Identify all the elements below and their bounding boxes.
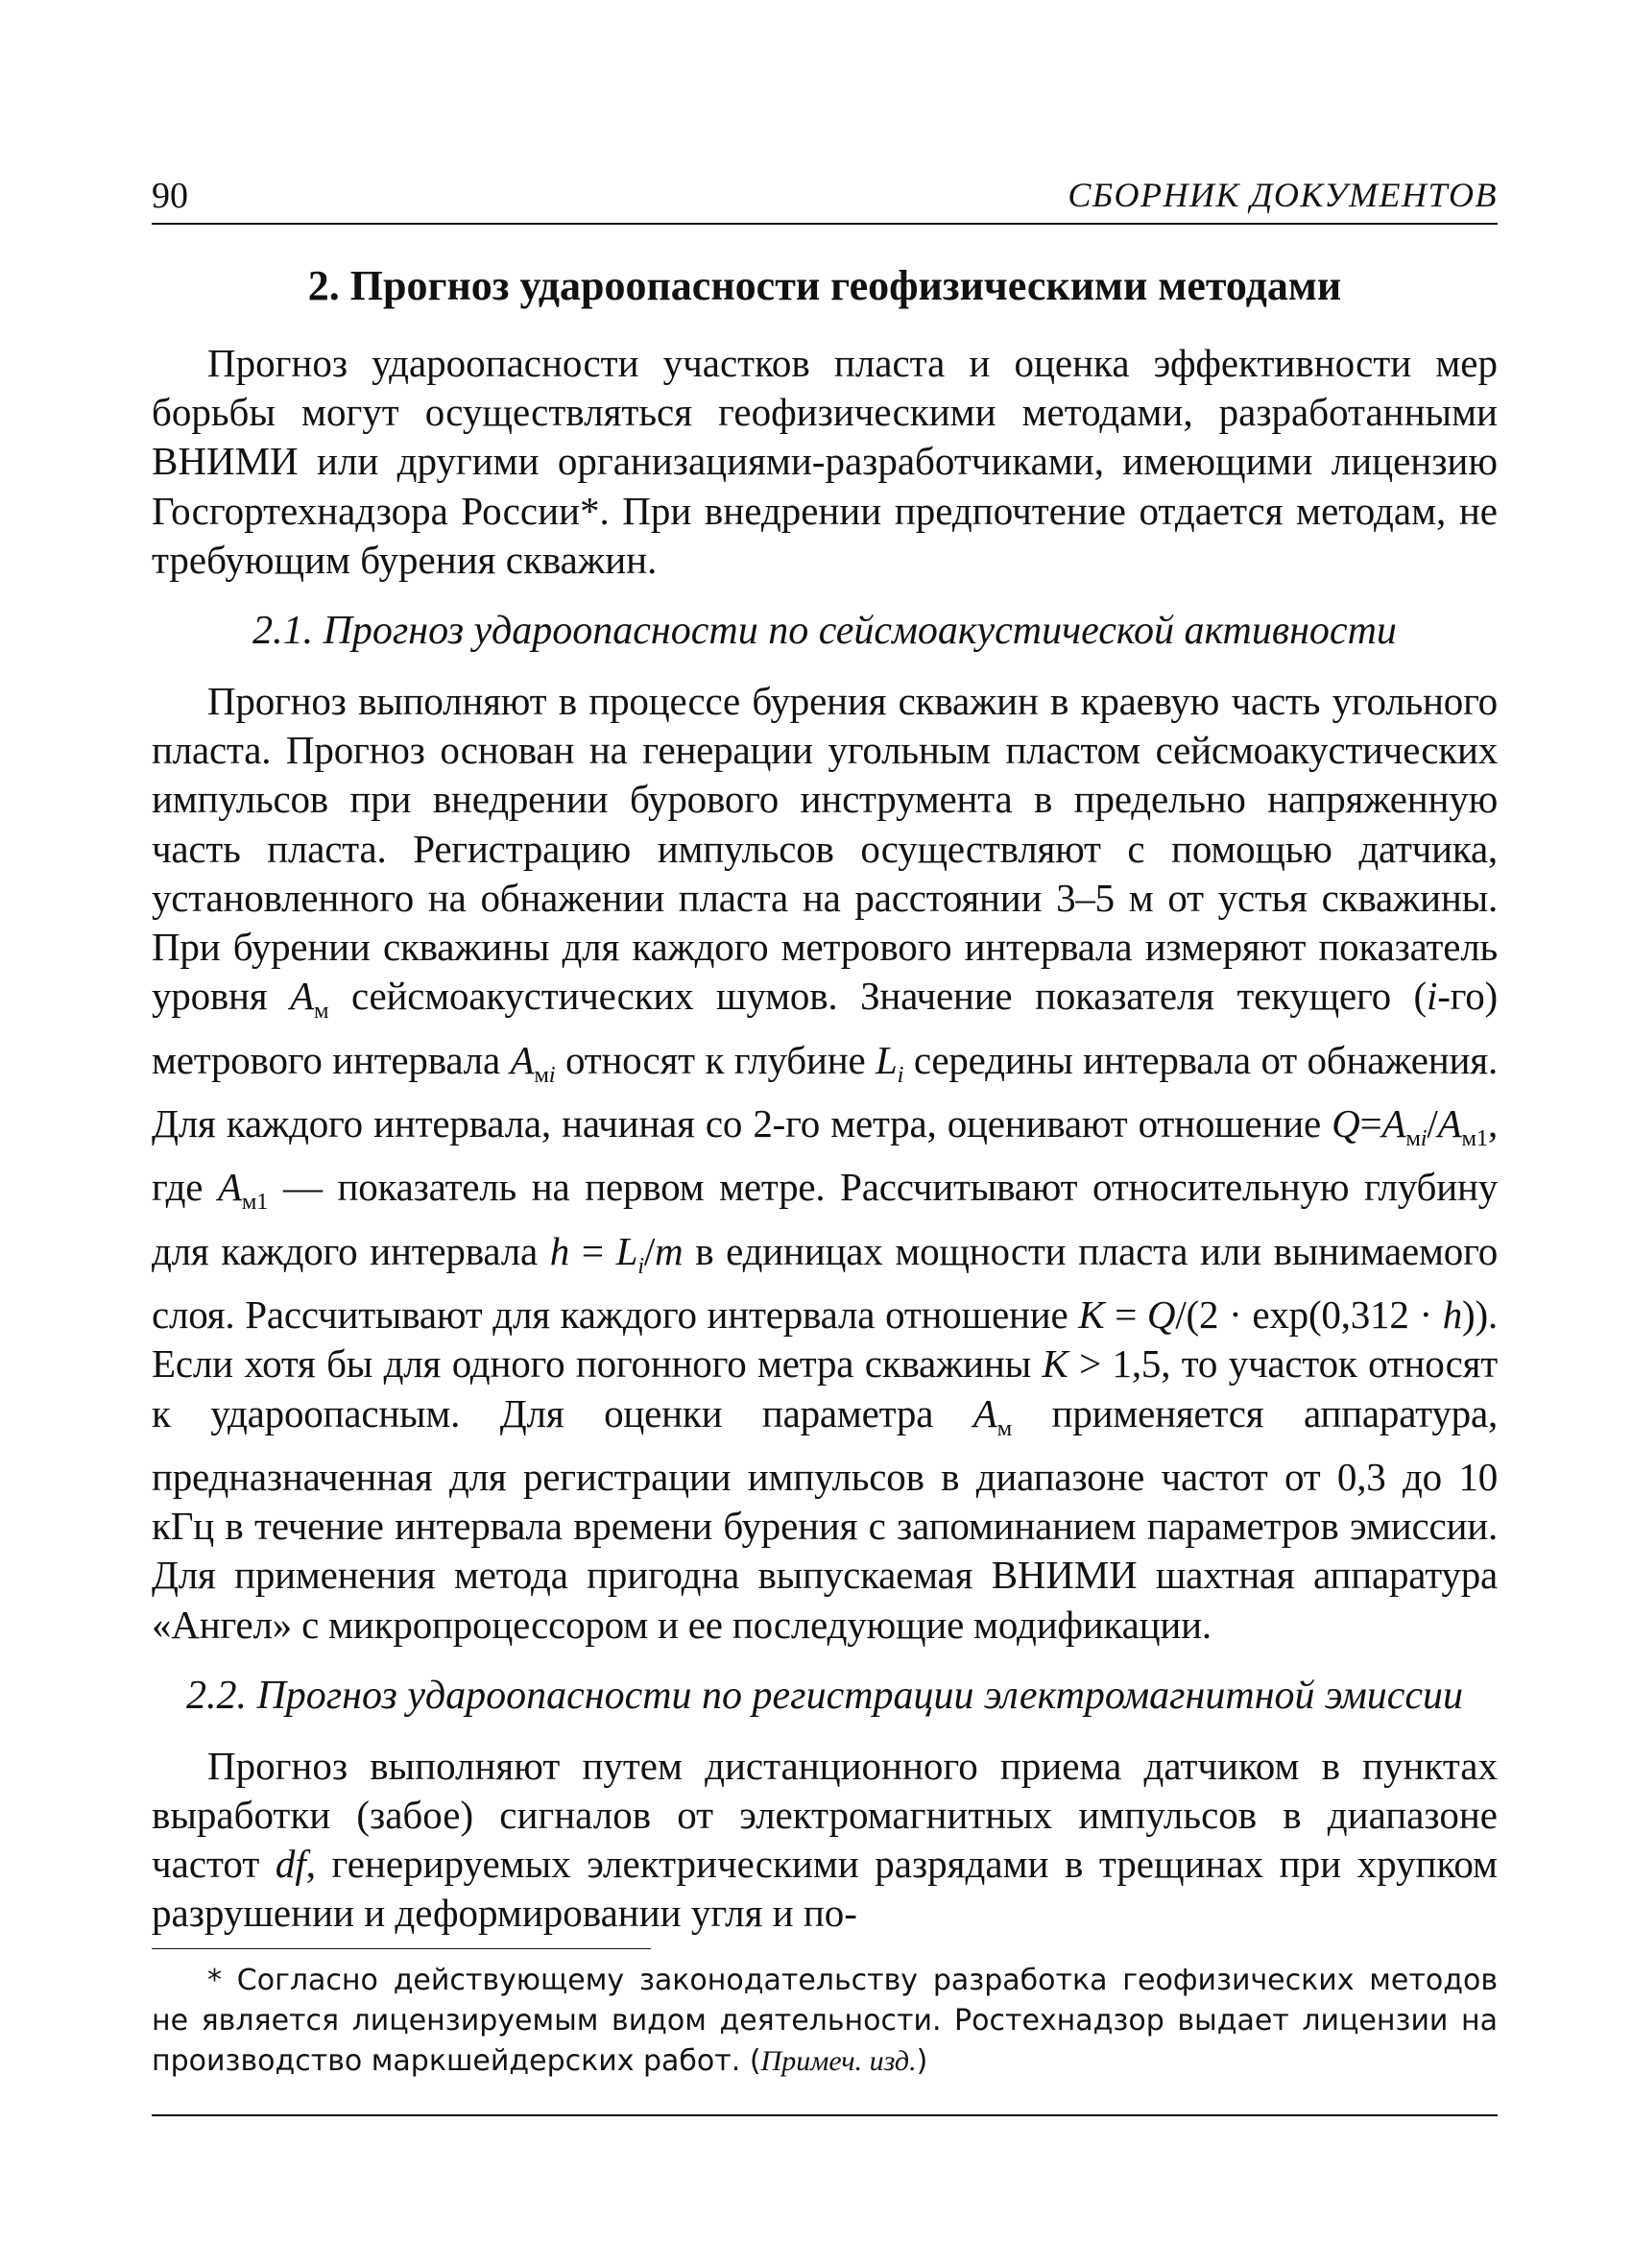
section-2-paragraph: Прогноз удароопасности участков пласта и оценка эффективности мер борьбы могут осуществляться геофизическими методами, разработанными ВНИМИ или другими организациями-разработчиками, имеющими лицензию Госгортехнадзора России*. При внедрении предпочтение отдается методам, не требующим бурения скважин.: [152, 341, 1498, 582]
page-header: [152, 154, 1498, 225]
section-2-1-paragraph: Прогноз выполняют в процессе бурения скважин в краевую часть угольного пласта. Прогноз основан на генерации угольным пластом сейсмоакустических импульсов при внедрении бурового инструмента в предельно напряженную часть пласта. Регистрацию импульсов осуществляют с помощью датчика, установленного на обнажении пласта на расстоянии 3–5 м от устья скважины. При бурении скважины для каждого метрового интервала измеряют показатель уровня $A_м$ сейсмоакустических шумов. Значение показателя текущего (i-го) метрового интервала $A_{мi}$ относят к глубине $L_i$ середины интервала от обнажения. Для каждого интервала, начиная со 2-го метра, оценивают отношение $Q=A_{мi}/A_{м1}$, где $A_{м1}$ — показатель на первом метре. Рассчитывают относительную глубину для каждого интервала $h = L_i/m$ в единицах мощности пласта или вынимаемого слоя. Рассчитывают для каждого интервала отношение K = Q/(2 · exp(0,312 · h)). Если хотя бы для одного погонного метра скважины K > 1,5, то участок относят к удароопасным. Для оценки параметра $A_м$ применяется аппаратура, предназначенная для регистрации импульсов в диапазоне частот от 0,3 до 10 кГц в течение интервала времени бурения с запоминанием параметров эмиссии. Для применения метода пригодна выпускаемая ВНИМИ шахтная аппаратура «Ангел» с микропроцессором и ее последующие модификации.: [152, 679, 1498, 1647]
section-2-2-paragraph: Прогноз выполняют путем дистанционного приема датчиком в пунктах выработки (забое) сигналов от электромагнитных импульсов в диапазоне частот df, генерируемых электрическими разрядами в трещинах при хрупком разрушении и деформировании угля и по-: [152, 1743, 1498, 1936]
section-2-2-title: 2.2. Прогноз удароопасности по регистрации электромагнитной эмиссии: [185, 1673, 1464, 1718]
bottom-rule: [152, 2114, 1498, 2116]
footnote-separator: [152, 1948, 651, 1949]
section-2-title: 2. Прогноз удароопасности геофизическими методами: [307, 262, 1342, 309]
document-page: [152, 154, 1498, 2116]
running-title: СБОРНИК ДОКУМЕНТОВ: [1068, 176, 1498, 214]
section-2-1-title: 2.1. Прогноз удароопасности по сейсмоакустической активности: [252, 609, 1397, 654]
page-number: 90: [152, 176, 188, 216]
footnote: * Согласно действующему законодательству разработка геофизических методов не является лицензируемым видом деятельности. Ростехнадзор выдает лицензии на производство маркшейдерских работ. (Примеч. изд.): [152, 1963, 1498, 2078]
